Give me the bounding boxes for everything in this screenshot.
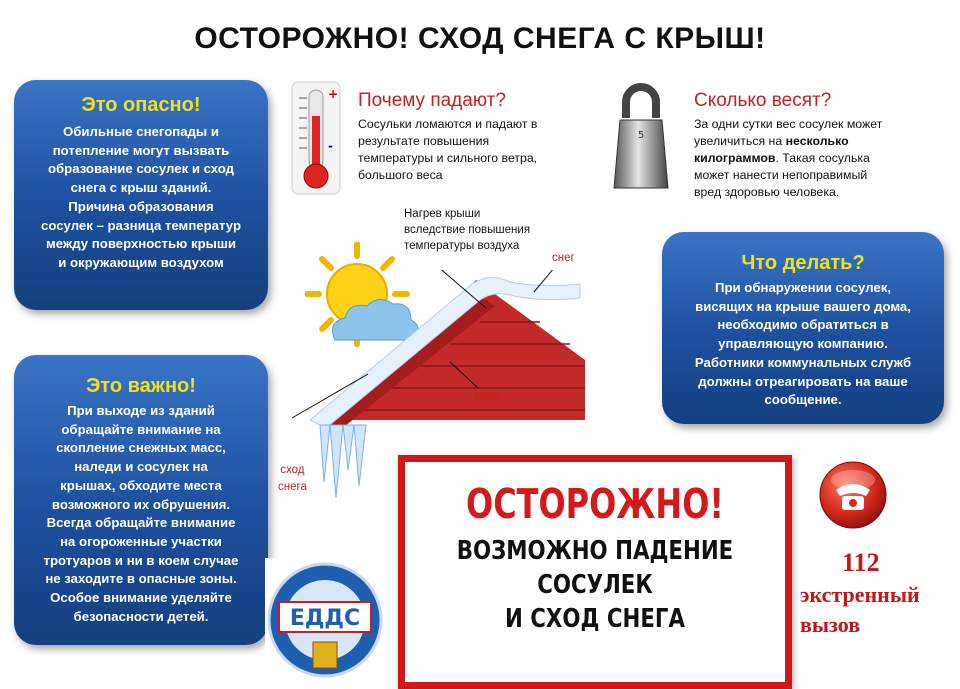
emergency-caption: экстренный вызов	[800, 582, 920, 637]
sign-line: СОСУЛЕК	[537, 570, 653, 600]
svg-text:5: 5	[637, 130, 645, 141]
important-box-text: При выходе из зданий обращайте внимание на скопление снежных масс, наледи и сосулек на крышах, обходите места возможного их обрушения. Всегда обращайте внимание на огороженные участки тротуаров и ни в коем случае не заходите в опасные зоны. Особое внимание уделяйте безопасности детей.	[43, 403, 239, 624]
important-box-title: Это важно!	[86, 375, 196, 397]
why-fall-title: Почему падают?	[358, 90, 506, 111]
what-to-do-box	[662, 232, 944, 424]
important-info-box	[14, 355, 268, 645]
thermometer-icon	[290, 80, 342, 198]
svg-text:+: +	[328, 87, 339, 101]
what-to-do-title: Что делать?	[741, 252, 865, 274]
what-to-do-text: При обнаружении сосулек, висящих на крыше вашего дома, необходимо обратиться в управляющую компанию. Работники коммунальных служб должны отреагировать на ваше сообщение.	[694, 280, 912, 408]
svg-text:-: -	[328, 139, 333, 153]
danger-box-title: Это опасно!	[81, 94, 201, 116]
avalanche-label: сход снега	[278, 464, 307, 493]
danger-box-text: Обильные снегопады и потепление могут вызвать образование сосулек и сход снега с крыш зданий. Причина образования сосулек – разница температур между поверхностью крыши и окружающим воздухом	[40, 124, 242, 270]
why-fall-text: Сосульки ломаются и падают в результате повышения температуры и сильного ветра, большого веса	[358, 117, 538, 182]
sign-line: И СХОД СНЕГА	[504, 604, 686, 634]
weight-icon	[612, 80, 670, 198]
water-label: вода	[474, 390, 500, 402]
snow-label: снег	[552, 252, 575, 264]
sign-line: ВОЗМОЖНО ПАДЕНИЕ	[456, 536, 734, 566]
how-heavy-text: За одни сутки вес сосулек может увеличиться на несколько килограммов. Такая сосулька может нанести непоправимый вред здоровью человека.	[694, 117, 883, 199]
emergency-number: 112	[842, 548, 880, 577]
sign-warning-text: ОСТОРОЖНО!	[466, 480, 724, 528]
how-heavy-title: Сколько весят?	[694, 90, 832, 111]
page-title: ОСТОРОЖНО! СХОД СНЕГА С КРЫШ!	[194, 22, 766, 55]
warning-sign	[398, 455, 792, 689]
danger-info-box	[14, 80, 268, 310]
logo-text: ЕДДС	[289, 606, 361, 631]
phone-icon	[818, 460, 888, 530]
edds-logo	[265, 558, 385, 679]
heating-label: Нагрев крыши вследствие повышения температуры воздуха	[404, 208, 531, 252]
